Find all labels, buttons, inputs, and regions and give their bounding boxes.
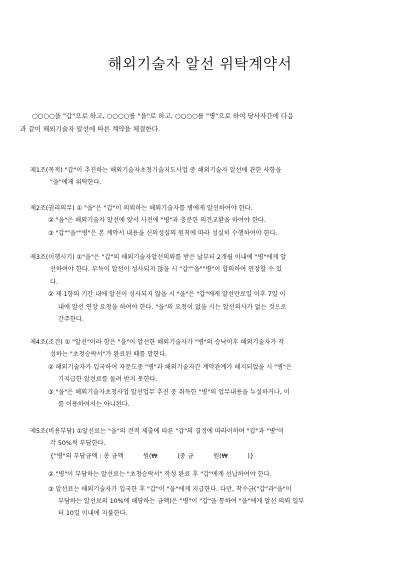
article-5-item-3-line-3: 터 10일 이내에 지불한다. <box>58 510 128 518</box>
article-3 <box>30 252 390 326</box>
intro-paragraph <box>20 110 386 135</box>
article-5-item-2: ② "병"이 부담하는 알선료는 "초청승락서" 작성 완료 후 "갑"에게 선납하여야 한다. <box>48 471 272 479</box>
document-title: 해외기술자 알선 위탁계약서 <box>107 57 293 73</box>
article-4-item-2-line-2: 기지급한 알선료를 돌려 받지 못한다. <box>58 376 158 384</box>
article-5 <box>30 426 390 521</box>
article-5-line-1: 제5조(비용부담) ①알선료는 "을"의 견적 제출에 따른 "갑"의 결정에 따라이하며 "갑"과 "병"이 <box>30 428 284 435</box>
article-4-item-2-line-1: ② 해외기술자가 입국하여 자문도중 "병"과 해외기술자간 계약관계가 해지되었을 시 "병"은 <box>48 363 292 371</box>
article-4-line-2: 성하는 "초청승락서"가 완료된 때를 말한다. <box>50 351 168 359</box>
article-4-line-1: 제4조(조건) ① "알선"이라 함은 "을"이 알선한 해외기술자가 "병"의 승낙이후 해외기술자가 작 <box>30 339 285 346</box>
article-3-item-2-line-3: 간주한다. <box>58 316 84 324</box>
article-3-line-2: 선하여야 한다. 부득이 알선이 성사되지 않을 시 "갑""을""병"이 합의하여 연장할 수 있 <box>50 266 282 274</box>
article-5-line-2: 각 50%씩 부담한다. <box>50 440 106 448</box>
article-5-item-3-line-1: ③ 알선료는 해외기술자가 입국한 후 "갑"이 "을"에게 지급한다. 다만, 착수금("갑"과"을"이 <box>48 485 292 493</box>
article-5-payment-line: {"병"의 부담금액 : 총 금액 원(₩ )중 금 원(₩ )} <box>50 452 254 460</box>
article-1-line-1: 제1조(목적) "갑"이 추진하는 해외기술자초청기술지도사업 중 해외기술자 알선에 관한 사항을 <box>30 167 282 174</box>
article-3-line-1: 제3조(이행시기) ①"을"은 "갑"의 해외기술자알선의뢰를 받은 날부터 2개월 이내에 "병"에게 알 <box>30 254 287 261</box>
article-3-line-3: 다. <box>50 278 58 286</box>
article-5-item-3-line-2: 부담하는 알선료의 10%에 해당하는 금액)은 "병"이 "갑"을 통하여 "을"에게 알선 의뢰 일부 <box>58 498 305 506</box>
article-4-item-3-line-2: 를 이용하여서는 아니된다. <box>58 401 130 409</box>
article-4-item-3-line-1: ③ "을"은 해외기술자초청사업 알선업무 추진 중 취득한 "병"의 업무내용을 누설하거나, 이 <box>48 388 290 396</box>
article-1-line-2: "을"에게 위탁한다. <box>50 179 102 187</box>
article-2 <box>30 203 390 240</box>
intro-line-2: 과 같이 해외기술자 알선에 따른 계약을 체결한다. <box>20 124 161 133</box>
article-3-item-2-line-1: ② 제 1항의 기간 내에 알선이 성사되지 않을 시 "을"은 "갑"에게 알선만료일 이후 7일 이 <box>48 291 286 299</box>
article-2-line-1: 제2조(권리의무) ① "을"은 "갑"이 의뢰하는 해외기술자를 병에게 알선하여야 한다. <box>30 205 253 212</box>
intro-line-1: ○○○○을 "갑"으로 하고, ○○○○를 "을"로 하고, ○○○○를 "병"으로 하여 당사자간에 다음 <box>32 112 294 120</box>
article-4 <box>30 337 390 411</box>
article-2-item-2: ② "을"은 해외기술자 알선에 앞서 사전에 "병"과 충분한 의견교환을 하여야 한다. <box>48 217 266 225</box>
article-2-item-3: ③ "갑""을""병"은 본 계약서 내용을 신의성실의 원칙에 따라 성실히 수행하여야 한다. <box>48 229 278 237</box>
article-3-item-2-line-2: 내에 알선 연장 요청을 하여야 한다. "을"의 요청이 없을 시는 알선의사가 없는 것으로 <box>58 303 287 311</box>
article-1 <box>30 165 390 190</box>
